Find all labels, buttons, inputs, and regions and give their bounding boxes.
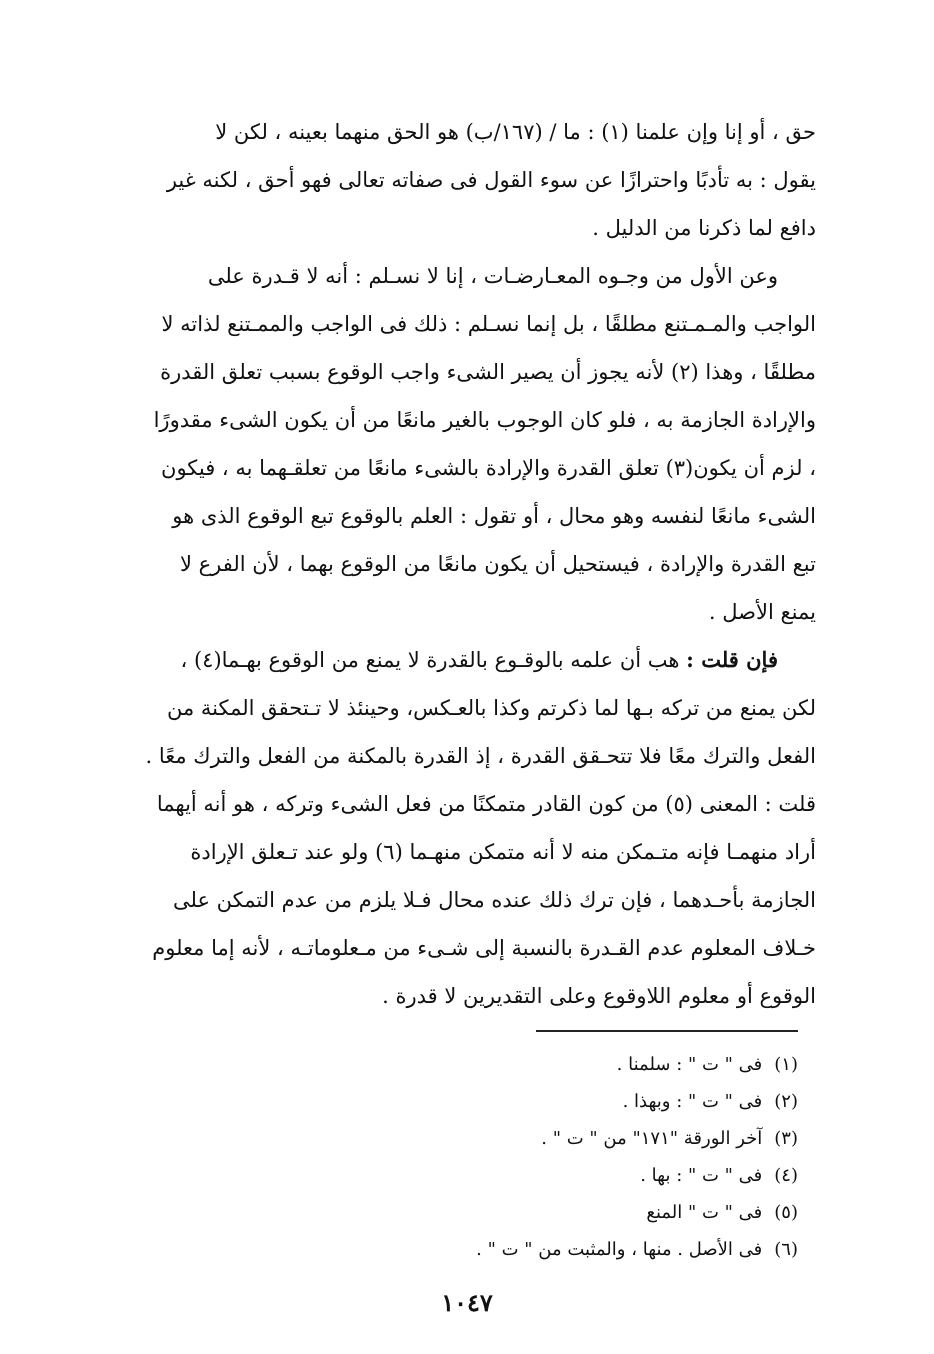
footnote-text: فى " ت " المنع: [646, 1202, 763, 1223]
text-line: الفعل والترك معًا فلا تتحـقق القدرة ، إذ القدرة بالمكنة من الفعل والترك معًا .: [145, 744, 816, 768]
text-line: لكن يمنع من تركه بـها لما ذكرتم وكذا بالعـكس، وحينئذ لا تـتحقق المكنة من: [167, 696, 816, 720]
text-line: تبع القدرة والإرادة ، فيستحيل أن يكون مانعًا من الوقوع بهما ، لأن الفرع لا: [179, 552, 816, 576]
text-line: وعن الأول من وجـوه المعـارضـات ، إنا لا نسـلم : أنه لا قـدرة على: [207, 264, 778, 288]
text-line: الوقوع أو معلوم اللاوقوع وعلى التقديرين لا قدرة .: [382, 984, 816, 1008]
footnote-number: (٢): [774, 1091, 798, 1112]
footnote: [398, 1120, 798, 1157]
main-text: [111, 108, 816, 1020]
text-line: خـلاف المعلوم عدم القـدرة بالنسبة إلى شـىء من مـعلوماتـه ، لأنه إما معلوم: [152, 936, 816, 960]
text-line: يقول : به تأدبًا واحترازًا عن سوء القول فى صفاته تعالى فهو أحق ، لكنه غير: [166, 168, 816, 192]
footnote: [398, 1046, 798, 1083]
text-line: الواجب والمـمـتنع مطلقًا ، بل إنما نسـلم : ذلك فى الواجب والممـتنع لذاته لا: [161, 312, 816, 336]
page-number: ١٠٤٧: [441, 1288, 493, 1317]
footnote-text: فى " ت " : بها .: [640, 1165, 763, 1186]
text-line: أراد منهمـا فإنه متـمكن منه لا أنه متمكن منهـما (٦) ولو عند تـعلق الإرادة: [190, 840, 816, 864]
footnote-text: فى " ت " : وبهذا .: [622, 1091, 763, 1112]
text-line: مطلقًا ، وهذا (٢) لأنه يجوز أن يصير الشىء واجب الوقوع بسبب تعلق القدرة: [160, 360, 816, 384]
footnote: [398, 1231, 798, 1268]
paragraph-1: [111, 108, 816, 252]
paragraph-2: [111, 252, 816, 636]
footnote: [398, 1157, 798, 1194]
text-line: حق ، أو إنا وإن علمنا (١) : ما / (١٦٧/ب) هو الحق منهما بعينه ، لكن لا: [215, 120, 816, 144]
footnote-number: (٣): [774, 1128, 798, 1149]
text-line: والإرادة الجازمة به ، فلو كان الوجوب بالغير مانعًا من أن يكون الشىء مقدورًا: [153, 408, 816, 432]
text-line: الشىء مانعًا لنفسه وهو محال ، أو تقول : العلم بالوقوع تبع الوقوع الذى هو: [172, 504, 816, 528]
text-line: هب أن علمه بالوقـوع بالقدرة لا يمنع من الوقوع بهـما(٤) ،: [180, 648, 687, 672]
text-line: دافع لما ذكرنا من الدليل .: [592, 216, 816, 240]
footnote-text: آخر الورقة "١٧١" من " ت " .: [541, 1128, 763, 1149]
text-line: ، لزم أن يكون(٣) تعلق القدرة والإرادة بالشىء مانعًا من تعلقـهما به ، فيكون: [161, 456, 816, 480]
footnote-text: فى " ت " : سلمنا .: [616, 1054, 763, 1075]
text-line: يمنع الأصل .: [708, 600, 816, 624]
footnote-number: (١): [774, 1054, 798, 1075]
footnote-number: (٥): [774, 1202, 798, 1223]
footnotes: [398, 1046, 798, 1268]
footnote-text: فى الأصل . منها ، والمثبت من " ت " .: [476, 1239, 763, 1260]
text-line: الجازمة بأحـدهما ، فإن ترك ذلك عنده محال فـلا يلزم من عدم التمكن على: [173, 888, 816, 912]
footnote-number: (٤): [774, 1165, 798, 1186]
footnote: [398, 1083, 798, 1120]
footnote-divider: [536, 1030, 798, 1032]
footnote-number: (٦): [774, 1239, 798, 1260]
footnote: [398, 1194, 798, 1231]
paragraph-3: [111, 636, 816, 1020]
paragraph-lead: فإن قلت :: [686, 647, 778, 672]
text-line: قلت : المعنى (٥) من كون القادر متمكنًا من فعل الشىء وتركه ، هو أنه أيهما: [156, 792, 816, 816]
